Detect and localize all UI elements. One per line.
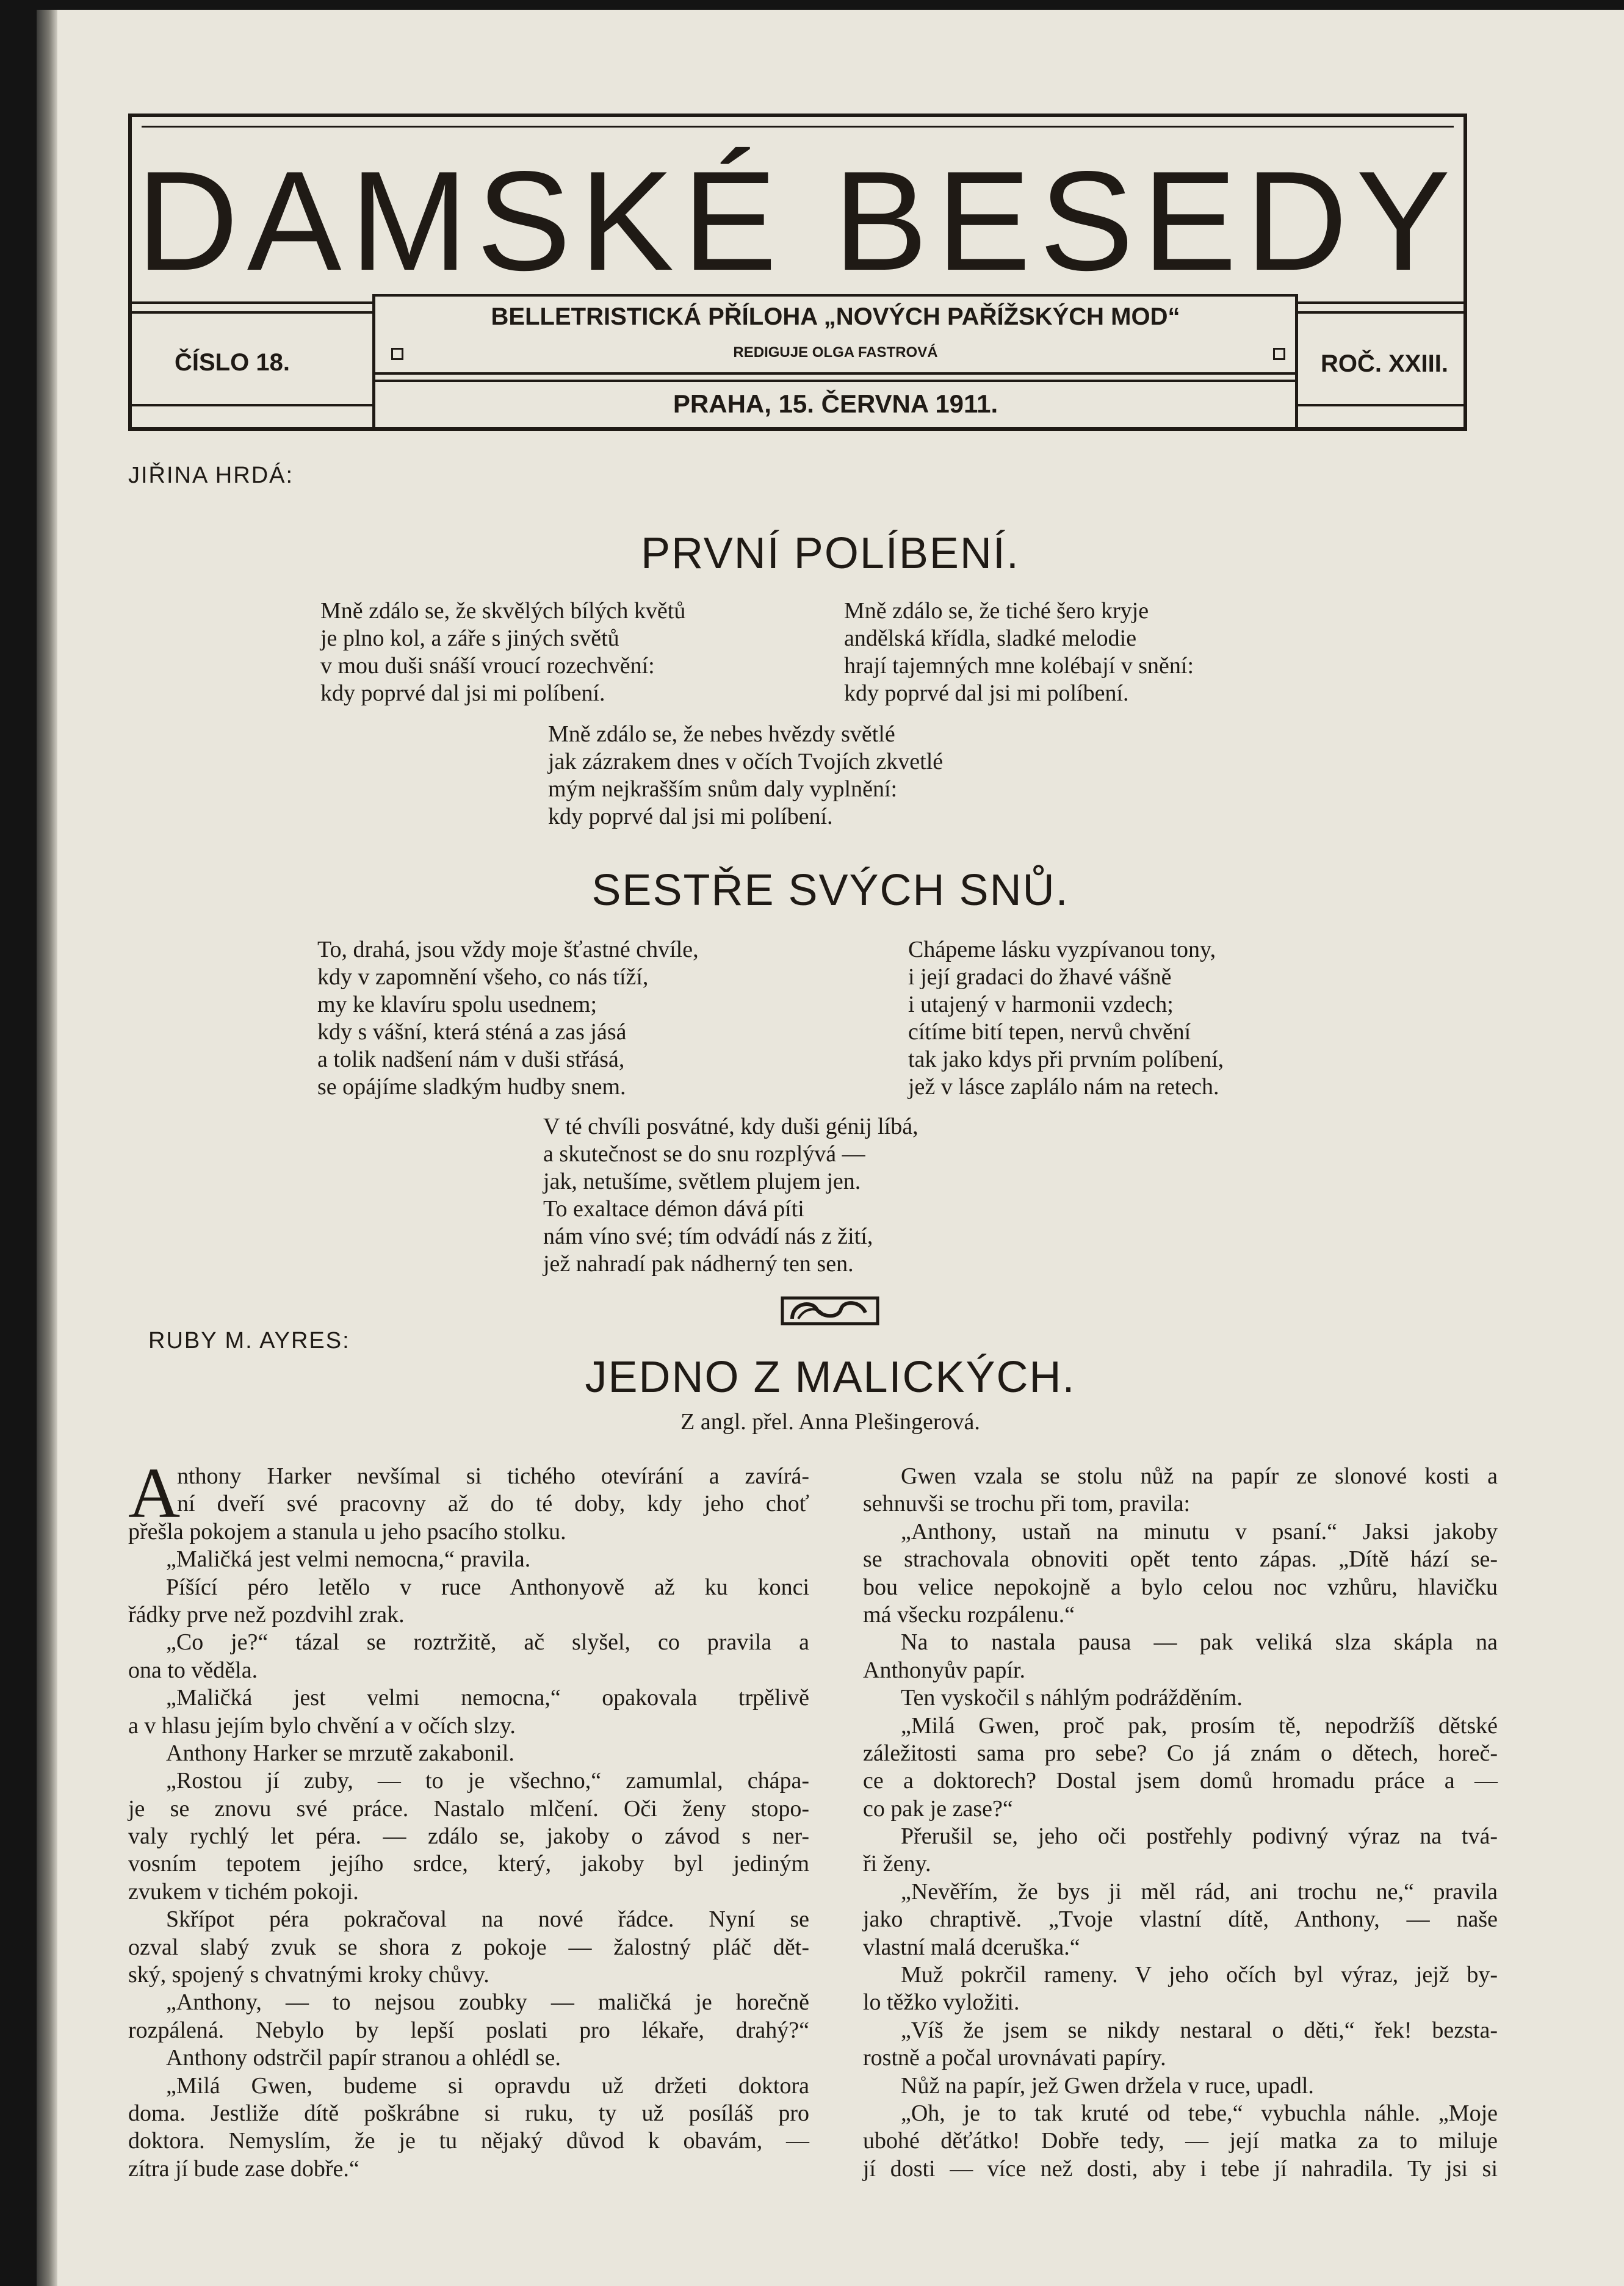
- square-ornament-icon: [1273, 348, 1285, 360]
- verse-line: jak, netušíme, světlem plujem jen.: [543, 1169, 861, 1194]
- text-line: „Rostou jí zuby, — to je všechno,“ zamumlal, chápa-: [166, 1768, 809, 1794]
- verse-line: V té chvíli posvátné, kdy duši génij líbá,: [543, 1114, 918, 1139]
- text-line: jako chraptivě. „Tvoje vlastní dítě, Anthony, — naše: [863, 1906, 1498, 1933]
- verse-line: hrají tajemných mne kolébají v snění:: [844, 653, 1194, 679]
- verse-line: cítíme bití tepen, nervů chvění: [908, 1019, 1191, 1045]
- text-line: má všecku rozpálenu.“: [863, 1601, 1075, 1628]
- publication-date: PRAHA, 15. ČERVNA 1911.: [673, 389, 998, 418]
- text-line: „Maličká jest velmi nemocna,“ opakovala trpělivě: [166, 1685, 809, 1711]
- text-line: Gwen vzala se stolu nůž na papír ze slonové kosti a: [901, 1463, 1498, 1489]
- verse-line: tak jako kdys při prvním políbení,: [908, 1047, 1224, 1072]
- poem1-title: PRVNÍ POLÍBENÍ.: [641, 529, 1020, 578]
- poem2-stanza1: [317, 936, 699, 1101]
- text-line: ní dveří své pracovny až do té doby, kdy jeho choť: [177, 1491, 809, 1517]
- text-line: zítra jí bude zase dobře.“: [128, 2155, 359, 2182]
- rule: [1296, 404, 1465, 406]
- verse-line: Mně zdálo se, že nebes hvězdy světlé: [548, 721, 895, 747]
- verse-line: se opájíme sladkým hudby snem.: [317, 1074, 626, 1100]
- story-author: RUBY M. AYRES:: [148, 1328, 350, 1354]
- text-line: ona to věděla.: [128, 1657, 258, 1683]
- verse-line: nám víno své; tím odvádí nás z žití,: [543, 1224, 873, 1249]
- masthead-inner-rule: [142, 126, 1454, 128]
- verse-line: i její gradaci do žhavé vášně: [908, 964, 1172, 990]
- verse-line: kdy poprvé dal jsi mi políbení.: [320, 680, 605, 706]
- verse-line: jež nahradí pak nádherný ten sen.: [543, 1251, 854, 1277]
- verse-line: je plno kol, a záře s jiných světů: [320, 626, 619, 651]
- text-line: „Oh, je to tak kruté od tebe,“ vybuchla náhle. „Moje: [901, 2100, 1498, 2126]
- text-line: Ten vyskočil s náhlým podrážděním.: [901, 1685, 1243, 1711]
- text-line: Píšící péro letělo v ruce Anthonyově až ku konci: [166, 1574, 809, 1600]
- text-line: ři ženy.: [863, 1851, 931, 1877]
- newspaper-page: [37, 10, 1624, 2286]
- text-line: je se znovu své práce. Nastalo mlčení. Oči ženy stopo-: [128, 1795, 809, 1822]
- text-line: nthony Harker nevšímal si tichého otevírání a zavírá-: [177, 1463, 809, 1489]
- poem1-author: JIŘINA HRDÁ:: [128, 463, 294, 488]
- verse-line: Mně zdálo se, že tiché šero kryje: [844, 598, 1149, 624]
- text-line: „Milá Gwen, proč pak, prosím tě, nepodržíš dětské: [901, 1712, 1498, 1739]
- text-line: ozval slabý zvuk se shora z pokoje — žalostný pláč dět-: [128, 1934, 809, 1960]
- story-title: JEDNO Z MALICKÝCH.: [585, 1353, 1076, 1402]
- verse-line: kdy s vášní, která sténá a zas jásá: [317, 1019, 627, 1045]
- poem2-title: SESTŘE SVÝCH SNŮ.: [591, 866, 1069, 915]
- text-line: ubohé děťátko! Dobře tedy, — její matka za to miluje: [863, 2128, 1498, 2154]
- text-line: Muž pokrčil rameny. V jeho očích byl výraz, jejž by-: [901, 1962, 1498, 1988]
- rule: [374, 294, 1296, 297]
- text-line: „Anthony, — to nejsou zoubky — maličká je horečně: [166, 1989, 809, 2016]
- page-binding-shadow: [37, 10, 57, 2286]
- text-line: řádky prve než pozdvihl zrak.: [128, 1601, 405, 1628]
- text-line: ský, spojený s chvatnými kroky chůvy.: [128, 1962, 489, 1988]
- verse-line: a tolik nadšení nám v duši střásá,: [317, 1047, 625, 1072]
- text-line: bou velice nepokojně a bylo celou noc vzhůru, hlavičku: [863, 1574, 1498, 1600]
- text-line: „Milá Gwen, budeme si opravdu už držeti doktora: [166, 2072, 809, 2099]
- verse-line: kdy poprvé dal jsi mi políbení.: [548, 804, 833, 829]
- subtitle: BELLETRISTICKÁ PŘÍLOHA „NOVÝCH PAŘÍŽSKÝCH MOD“: [491, 303, 1180, 330]
- text-line: jí dosti — více než dosti, aby i tebe jí nahradila. Ty jsi si: [863, 2155, 1498, 2182]
- text-line: lo těžko vyložiti.: [863, 1989, 1020, 2016]
- ornament-divider-icon: [780, 1294, 880, 1327]
- text-line: Anthony odstrčil papír stranou a ohlédl se.: [166, 2045, 561, 2071]
- publication-title: DAMSKÉ BESEDY: [136, 142, 1459, 300]
- text-line: doktora. Nemyslím, že je tu nějaký důvod k obavám, —: [128, 2128, 809, 2154]
- rule: [374, 380, 1296, 382]
- verse-line: mým nejkrašším snům daly vyplnění:: [548, 776, 898, 802]
- story-translator: Z angl. přel. Anna Plešingerová.: [680, 1409, 980, 1435]
- verse-line: To, drahá, jsou vždy moje šťastné chvíle,: [317, 937, 699, 962]
- poem2-stanza3: [543, 1113, 918, 1278]
- text-line: co pak je zase?“: [863, 1795, 1013, 1822]
- text-line: vosním tepotem jejího srdce, který, jakoby byl jediným: [128, 1851, 809, 1877]
- text-line: Přerušil se, jeho oči postřehly podivný výraz na tvá-: [901, 1823, 1498, 1850]
- verse-line: andělská křídla, sladké melodie: [844, 626, 1137, 651]
- verse-line: v mou duši snáší vroucí rozechvění:: [320, 653, 655, 679]
- text-line: „Nevěřím, že bys ji měl rád, ani trochu ne,“ pravila: [901, 1878, 1498, 1905]
- text-line: přešla pokojem a stanula u jeho psacího stolku.: [128, 1518, 566, 1545]
- text-line: „Anthony, ustaň na minutu v psaní.“ Jaksi jakoby: [901, 1518, 1498, 1545]
- poem1-stanza1: [320, 597, 685, 707]
- issue-number: ČÍSLO 18.: [175, 349, 290, 376]
- text-line: vlastní malá dceruška.“: [863, 1934, 1080, 1960]
- text-line: Na to nastala pausa — pak veliká slza skápla na: [901, 1629, 1498, 1656]
- verse-line: kdy v zapomnění všeho, co nás tíží,: [317, 964, 649, 990]
- rule: [132, 311, 374, 314]
- text-line: valy rychlý let péra. — zdálo se, jakoby o závod s ner-: [128, 1823, 809, 1850]
- rule: [132, 404, 374, 406]
- text-line: a v hlasu jejím bylo chvění a v očích slzy.: [128, 1712, 516, 1739]
- text-line: „Víš že jsem se nikdy nestaral o děti,“ řek! bezsta-: [901, 2017, 1498, 2043]
- rule: [1295, 294, 1298, 427]
- poem2-stanza2: [908, 936, 1224, 1101]
- verse-line: To exaltace démon dává píti: [543, 1196, 804, 1222]
- text-line: ce a doktorech? Dostal jsem domů hromadu práce a —: [863, 1768, 1498, 1794]
- verse-line: jež v lásce zaplálo nám na retech.: [908, 1074, 1219, 1100]
- verse-line: my ke klavíru spolu usednem;: [317, 992, 597, 1017]
- masthead: [128, 114, 1467, 431]
- text-line: rostně a počal urovnávati papíry.: [863, 2045, 1166, 2071]
- verse-line: jak zázrakem dnes v očích Tvojích zkvetlé: [548, 749, 944, 774]
- rule: [132, 301, 374, 304]
- rule: [1296, 311, 1465, 314]
- poem1-stanza2: [844, 597, 1194, 707]
- verse-line: i utajený v harmonii vzdech;: [908, 992, 1174, 1017]
- verse-line: Mně zdálo se, že skvělých bílých květů: [320, 598, 686, 624]
- verse-line: a skutečnost se do snu rozplývá —: [543, 1141, 865, 1167]
- text-line: Anthony Harker se mrzutě zakabonil.: [166, 1740, 514, 1766]
- text-line: záležitosti sama pro sebe? Co já znám o dětech, horeč-: [863, 1740, 1498, 1766]
- text-line: se strachovala obnoviti opět tento zápas. „Dítě hází se-: [863, 1546, 1498, 1573]
- text-line: zvukem v tichém pokoji.: [128, 1878, 359, 1905]
- editor-line: REDIGUJE OLGA FASTROVÁ: [733, 344, 938, 361]
- story-column-2: [863, 1463, 1498, 2183]
- text-line: sehnuvši se trochu při tom, pravila:: [863, 1491, 1191, 1517]
- text-line: Nůž na papír, jež Gwen držela v ruce, upadl.: [901, 2072, 1314, 2099]
- text-line: rozpálená. Nebylo by lepší poslati pro lékaře, drahý?“: [128, 2017, 809, 2043]
- volume-number: ROČ. XXIII.: [1321, 350, 1448, 377]
- text-line: doma. Jestliže dítě poškrábne si ruku, ty už posíláš pro: [128, 2100, 809, 2126]
- rule: [1296, 301, 1465, 304]
- poem1-stanza3: [548, 721, 943, 831]
- text-line: „Co je?“ tázal se roztržitě, ač slyšel, co pravila a: [166, 1629, 809, 1656]
- story-column-1: [128, 1463, 809, 2183]
- drop-cap: A: [128, 1453, 181, 1533]
- rule: [372, 294, 375, 427]
- text-line: Anthonyův papír.: [863, 1657, 1025, 1683]
- rule: [374, 372, 1296, 375]
- text-line: Skřípot péra pokračoval na nové řádce. Nyní se: [166, 1906, 809, 1933]
- text-line: „Maličká jest velmi nemocna,“ pravila.: [166, 1546, 531, 1573]
- verse-line: Chápeme lásku vyzpívanou tony,: [908, 937, 1216, 962]
- verse-line: kdy poprvé dal jsi mi políbení.: [844, 680, 1129, 706]
